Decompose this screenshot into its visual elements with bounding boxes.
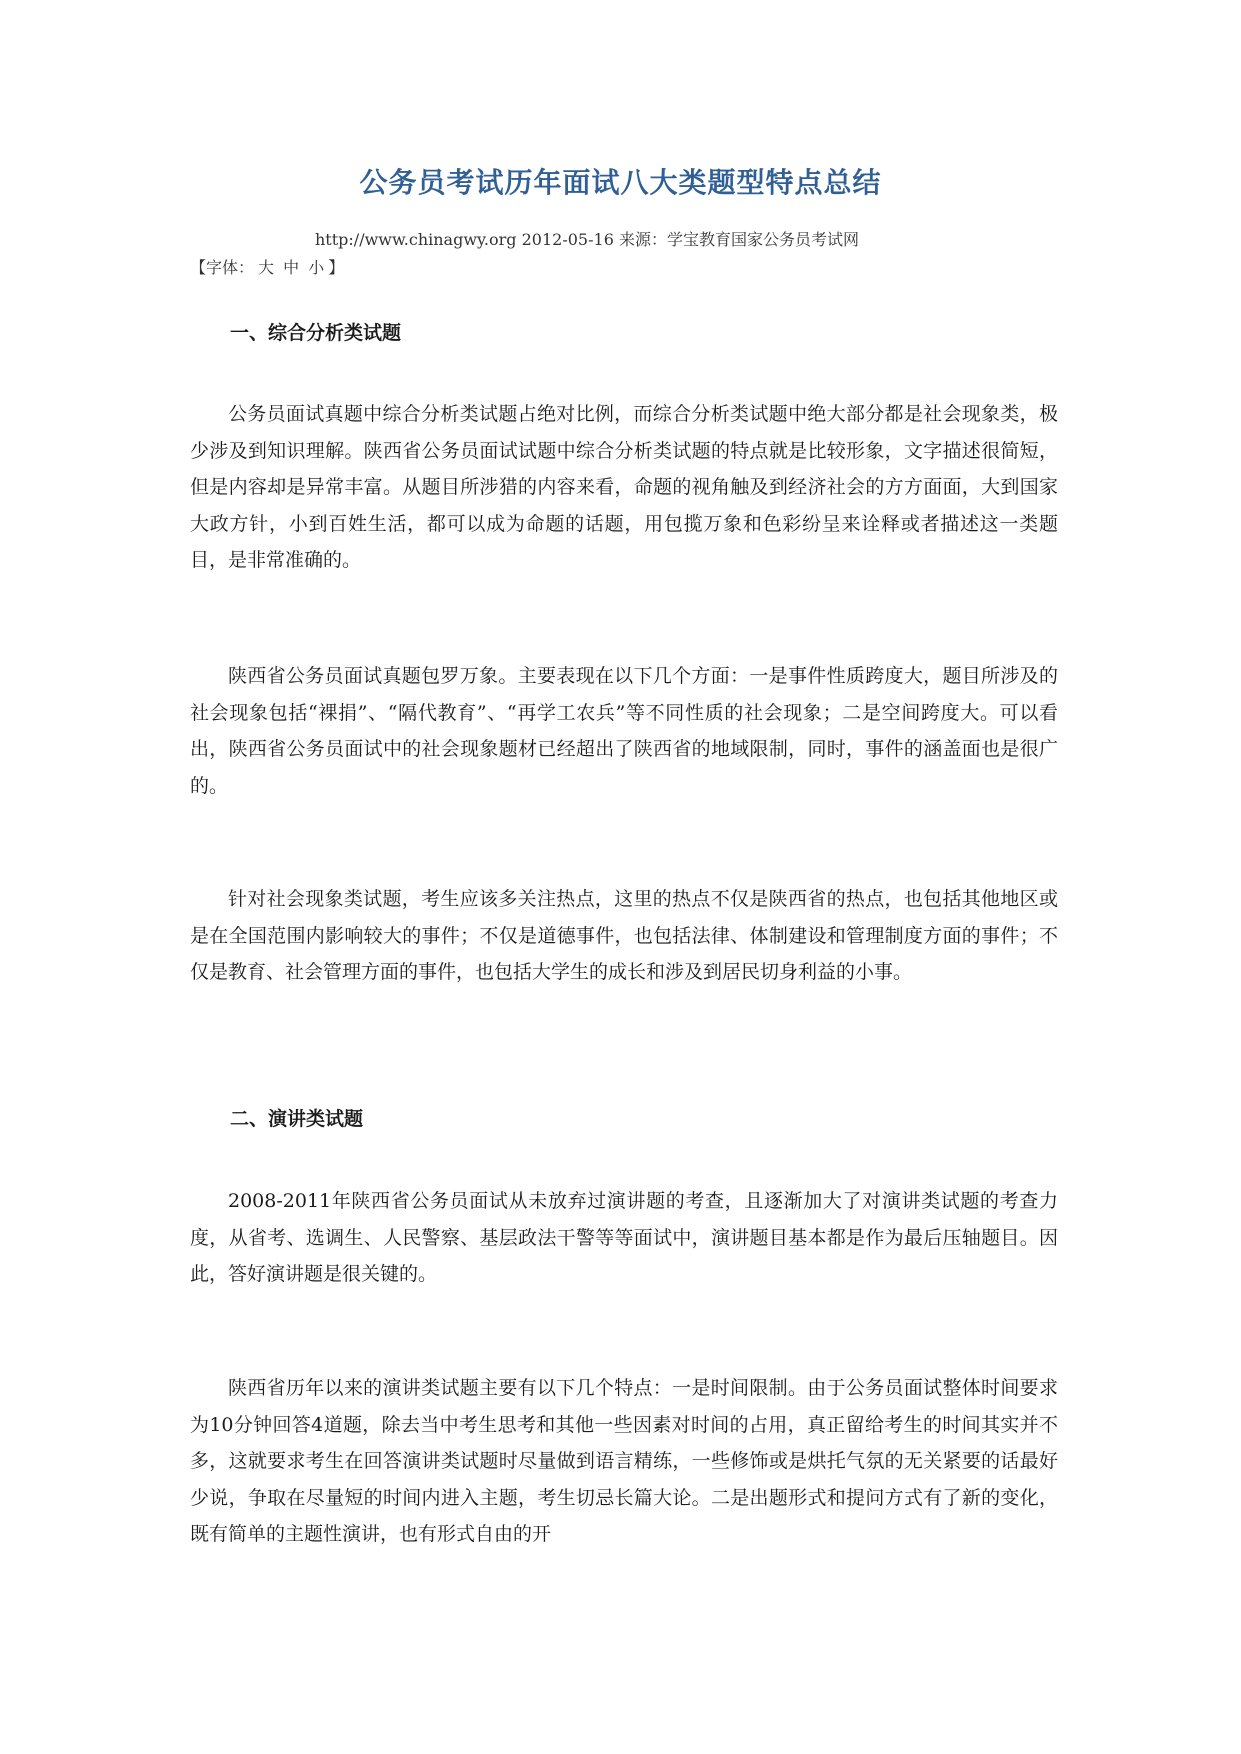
font-size-suffix: 】	[328, 258, 345, 277]
section-heading: 二、演讲类试题	[230, 1108, 364, 1130]
paragraph: 陕西省历年以来的演讲类试题主要有以下几个特点：一是时间限制。由于公务员面试整体时间要求为10分钟回答4道题，除去当中考生思考和其他一些因素对时间的占用，真正留给考生的时间其实并不多，这就要求考生在回答演讲类试题时尽量做到语言精练，一些修饰或是烘托气氛的无关紧要的话最好少说，争取在尽量短的时间内进入主题，考生切忌长篇大论。二是出题形式和提问方式有了新的变化，既有简单的主题性演讲，也有形式自由的开	[190, 1377, 1058, 1545]
font-size-small-link[interactable]: 小	[308, 258, 325, 277]
font-size-large-link[interactable]: 大	[258, 258, 275, 277]
paragraph: 针对社会现象类试题，考生应该多关注热点，这里的热点不仅是陕西省的热点，也包括其他地区或是在全国范围内影响较大的事件；不仅是道德事件，也包括法律、体制建设和管理制度方面的事件；不仅是教育、社会管理方面的事件，也包括大学生的成长和涉及到居民切身利益的小事。	[190, 888, 1058, 983]
paragraph: 公务员面试真题中综合分析类试题占绝对比例，而综合分析类试题中绝大部分都是社会现象类，极少涉及到知识理解。陕西省公务员面试试题中综合分析类试题的特点就是比较形象，文字描述很简短，但是内容却是异常丰富。从题目所涉猎的内容来看，命题的视角触及到经济社会的方方面面，大到国家大政方针，小到百姓生活，都可以成为命题的话题，用包揽万象和色彩纷呈来诠释或者描述这一类题目，是非常准确的。	[190, 403, 1058, 571]
document-title: 公务员考试历年面试八大类题型特点总结	[359, 166, 882, 199]
font-size-medium-link[interactable]: 中	[283, 258, 300, 277]
document-meta: http://www.chinagwy.org 2012-05-16 来源：学宝教育国家公务员考试网	[315, 230, 859, 249]
font-size-control	[188, 257, 346, 279]
paragraph: 2008-2011年陕西省公务员面试从未放弃过演讲题的考查，且逐渐加大了对演讲类试题的考查力度，从省考、选调生、人民警察、基层政法干警等等面试中，演讲题目基本都是作为最后压轴题目。因此，答好演讲题是很关键的。	[190, 1190, 1058, 1285]
paragraph: 陕西省公务员面试真题包罗万象。主要表现在以下几个方面：一是事件性质跨度大，题目所涉及的社会现象包括“裸捐”、“隔代教育”、“再学工农兵”等不同性质的社会现象；二是空间跨度大。可以看出，陕西省公务员面试中的社会现象题材已经超出了陕西省的地域限制，同时，事件的涵盖面也是很广的。	[190, 665, 1058, 797]
font-size-prefix: 【字体：	[190, 258, 255, 277]
section-heading: 一、综合分析类试题	[230, 322, 402, 344]
